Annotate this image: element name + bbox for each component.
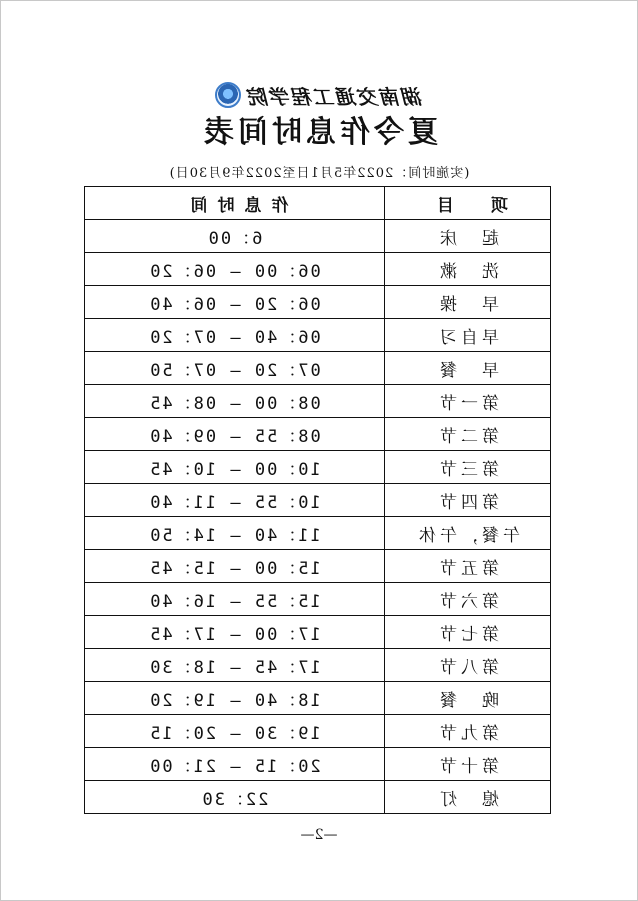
row-item: 第七节	[385, 616, 551, 649]
row-item: 午餐，午休	[385, 517, 551, 550]
table-row	[85, 682, 551, 715]
row-item: 早 操	[385, 286, 551, 319]
table-header-row	[85, 187, 551, 220]
row-time: 11：40 — 14：50	[85, 517, 385, 550]
table-row	[85, 319, 551, 352]
table-row	[85, 550, 551, 583]
row-time: 10：00 — 10：45	[85, 451, 385, 484]
row-time: 18：40 — 19：20	[85, 682, 385, 715]
row-item: 起 床	[385, 220, 551, 253]
table-body	[85, 220, 551, 814]
row-time: 06：00 — 06：20	[85, 253, 385, 286]
table-row	[85, 583, 551, 616]
row-item: 早 餐	[385, 352, 551, 385]
row-time: 15：55 — 16：40	[85, 583, 385, 616]
school-logo-icon	[215, 82, 241, 108]
page-title: 夏令作息时间表	[200, 115, 438, 150]
table-row	[85, 484, 551, 517]
table-row	[85, 286, 551, 319]
effective-period: (实施时间：2022年5月1日至2022年9月30日)	[168, 166, 470, 181]
row-time: 10：55 — 11：40	[85, 484, 385, 517]
row-item: 第五节	[385, 550, 551, 583]
header-item: 项 目	[385, 187, 551, 220]
mirrored-content	[1, 1, 637, 900]
schedule-table	[84, 186, 551, 814]
row-time: 15：00 — 15：45	[85, 550, 385, 583]
table-row	[85, 451, 551, 484]
row-time: 6：00	[85, 220, 385, 253]
table-row	[85, 781, 551, 814]
row-item: 第十节	[385, 748, 551, 781]
row-item: 熄 灯	[385, 781, 551, 814]
row-item: 第八节	[385, 649, 551, 682]
row-time: 19：30 — 20：15	[85, 715, 385, 748]
row-item: 洗 漱	[385, 253, 551, 286]
row-time: 08：55 — 09：40	[85, 418, 385, 451]
row-item: 晚 餐	[385, 682, 551, 715]
table-row	[85, 220, 551, 253]
row-time: 17：00 — 17：45	[85, 616, 385, 649]
row-time: 06：20 — 06：40	[85, 286, 385, 319]
table-row	[85, 649, 551, 682]
row-item: 第二节	[385, 418, 551, 451]
row-item: 第一节	[385, 385, 551, 418]
school-name: 湖南交通工程学院	[247, 84, 423, 109]
table-row	[85, 418, 551, 451]
table-row	[85, 352, 551, 385]
table-row	[85, 253, 551, 286]
row-item: 第四节	[385, 484, 551, 517]
table-row	[85, 517, 551, 550]
row-time: 20：15 — 21：00	[85, 748, 385, 781]
row-time: 08：00 — 08：45	[85, 385, 385, 418]
row-item: 早自习	[385, 319, 551, 352]
row-time: 06：40 — 07：20	[85, 319, 385, 352]
header-time: 作息时间	[85, 187, 385, 220]
row-time: 07：20 — 07：50	[85, 352, 385, 385]
table-row	[85, 715, 551, 748]
page-number: —2—	[300, 827, 338, 843]
row-time: 17：45 — 18：30	[85, 649, 385, 682]
row-time: 22：30	[85, 781, 385, 814]
table-row	[85, 616, 551, 649]
table-row	[85, 385, 551, 418]
row-item: 第六节	[385, 583, 551, 616]
table-row	[85, 748, 551, 781]
row-item: 第九节	[385, 715, 551, 748]
row-item: 第三节	[385, 451, 551, 484]
